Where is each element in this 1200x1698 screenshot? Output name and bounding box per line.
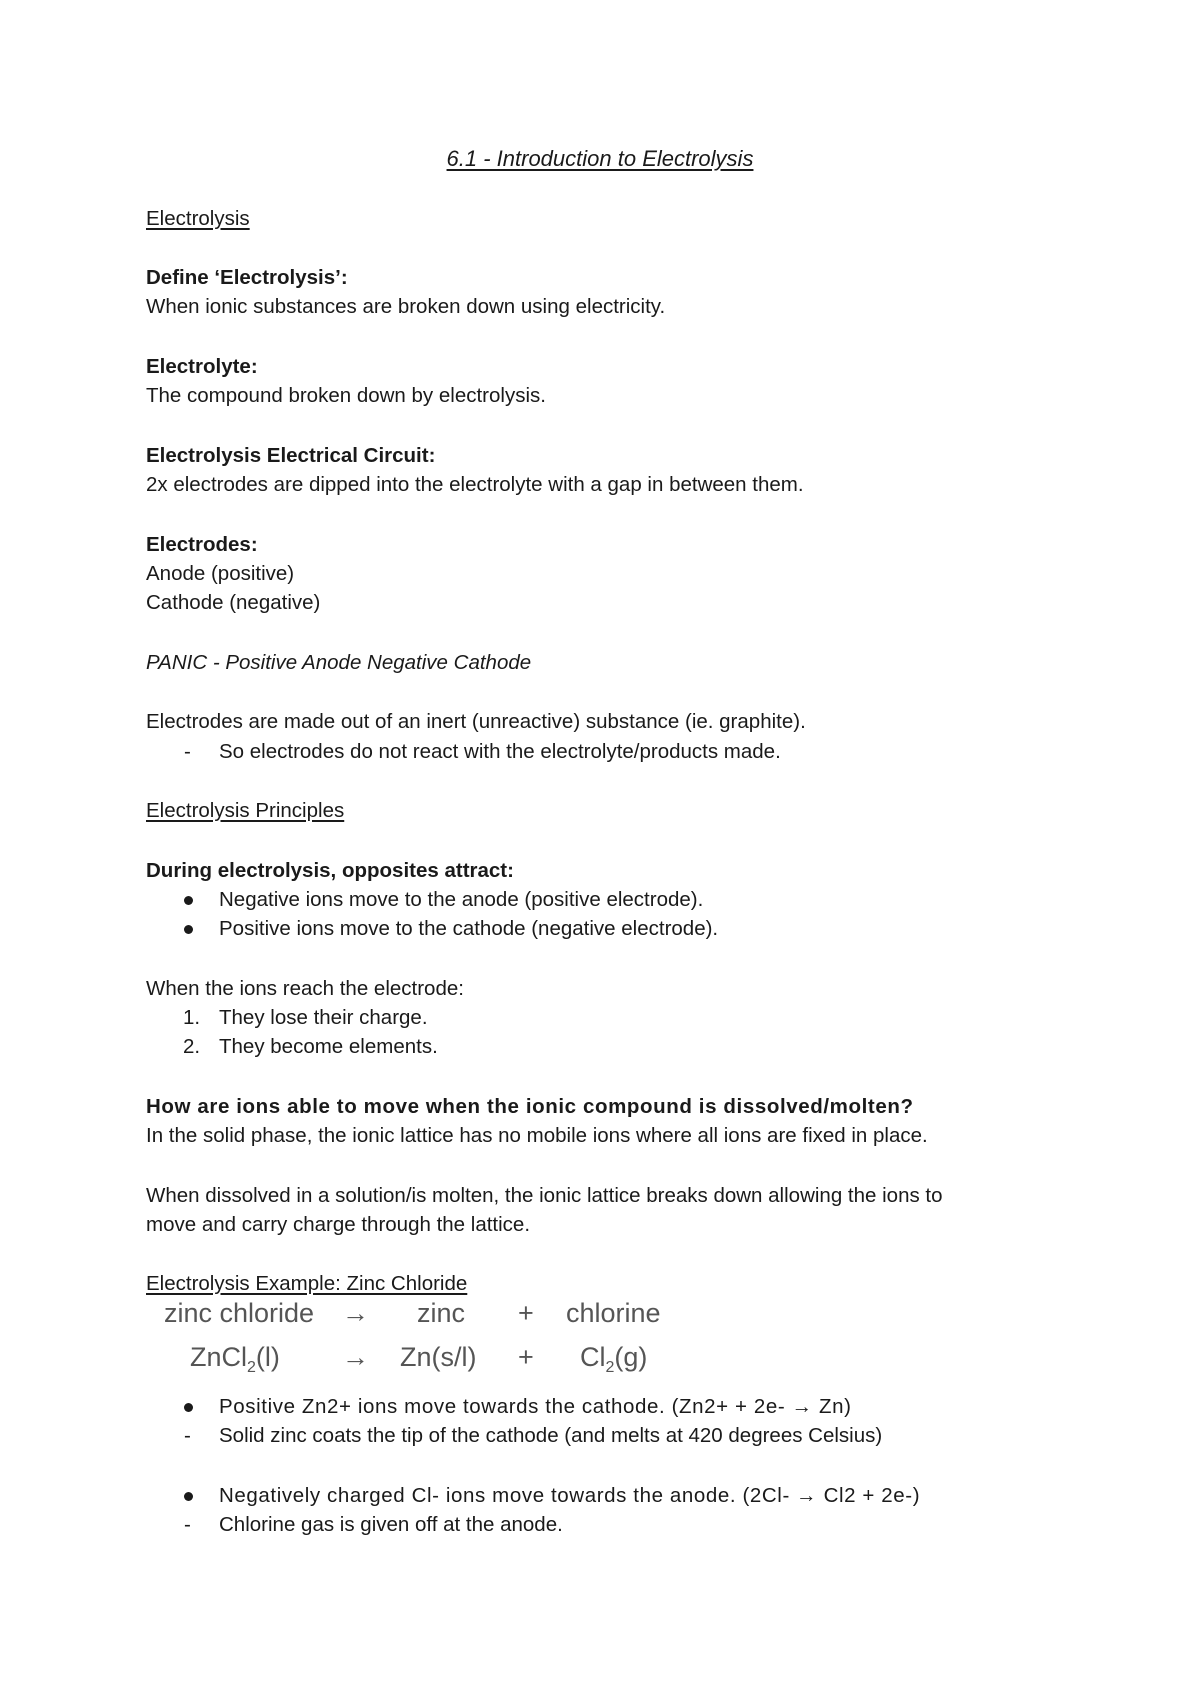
- dissolved-text-line2: move and carry charge through the lattice.: [146, 1213, 531, 1236]
- opposites-label: During electrolysis, opposites attract:: [146, 859, 514, 882]
- electrolyte-label: Electrolyte:: [146, 355, 258, 378]
- equation-product2-word: chlorine: [566, 1298, 661, 1328]
- electrolyte-text: The compound broken down by electrolysis.: [146, 384, 546, 407]
- define-label: Define ‘Electrolysis’:: [146, 266, 348, 289]
- electrodes-label: Electrodes:: [146, 533, 258, 556]
- reach-text: When the ions reach the electrode:: [146, 977, 464, 1000]
- section-heading-electrolysis: Electrolysis: [146, 207, 250, 230]
- equation-product1-word: zinc: [417, 1298, 466, 1328]
- zinc-bullet: Positive Zn2+ ions move towards the cathode. (Zn2+ + 2e- → Zn): [219, 1395, 852, 1418]
- equation-product1-formula: Zn(s/l): [400, 1342, 477, 1372]
- bullet-dot: [184, 1403, 193, 1412]
- zinc-dash-text: Solid zinc coats the tip of the cathode (and melts at 420 degrees Celsius): [219, 1424, 883, 1447]
- chlorine-bullet: Negatively charged Cl- ions move towards the anode. (2Cl- → Cl2 + 2e-): [219, 1484, 921, 1507]
- equation-plus-sign: +: [518, 1298, 534, 1328]
- cathode-text: Cathode (negative): [146, 591, 321, 614]
- word-equation-image: [160, 1296, 680, 1386]
- circuit-text: 2x electrodes are dipped into the electrolyte with a gap in between them.: [146, 473, 804, 496]
- numbered-item-2: They become elements.: [219, 1035, 438, 1058]
- bullet-dot: [184, 896, 193, 905]
- section-heading-example: Electrolysis Example: Zinc Chloride: [146, 1272, 468, 1295]
- bullet-positive-ions: Positive ions move to the cathode (negative electrode).: [219, 917, 719, 940]
- equation-reactant-word: zinc chloride: [164, 1298, 315, 1328]
- section-heading-principles: Electrolysis Principles: [146, 799, 345, 822]
- inert-dash-text: So electrodes do not react with the electrolyte/products made.: [219, 740, 781, 763]
- move-label: How are ions able to move when the ionic compound is dissolved/molten?: [146, 1095, 914, 1118]
- inert-text: Electrodes are made out of an inert (unreactive) substance (ie. graphite).: [146, 710, 806, 733]
- anode-text: Anode (positive): [146, 562, 295, 585]
- equation-arrow-icon: →: [342, 1298, 369, 1328]
- dash-marker: -: [184, 1424, 191, 1447]
- chlorine-dash-text: Chlorine gas is given off at the anode.: [219, 1513, 563, 1536]
- circuit-label: Electrolysis Electrical Circuit:: [146, 444, 436, 467]
- equation-reactant-formula: ZnCl$_2$(l): [190, 1342, 280, 1376]
- bullet-negative-ions: Negative ions move to the anode (positive electrode).: [219, 888, 704, 911]
- page-title: 6.1 - Introduction to Electrolysis: [446, 146, 754, 171]
- define-text: When ionic substances are broken down using electricity.: [146, 295, 666, 318]
- number-marker-1: 1.: [183, 1006, 201, 1029]
- equation-plus-sign: +: [518, 1342, 534, 1372]
- equation-arrow-icon: →: [342, 1342, 369, 1372]
- bullet-dot: [184, 925, 193, 934]
- panic-mnemonic: PANIC - Positive Anode Negative Cathode: [146, 651, 532, 674]
- solid-text: In the solid phase, the ionic lattice has no mobile ions where all ions are fixed in place.: [146, 1124, 928, 1147]
- bullet-dot: [184, 1492, 193, 1501]
- number-marker-2: 2.: [183, 1035, 201, 1058]
- equation-product2-formula: $Cl_2(g)$: [580, 1342, 648, 1376]
- dash-marker: -: [184, 1513, 191, 1536]
- numbered-item-1: They lose their charge.: [219, 1006, 428, 1029]
- dissolved-text-line1: When dissolved in a solution/is molten, the ionic lattice breaks down allowing the ions to: [146, 1184, 943, 1207]
- dash-marker: -: [184, 740, 191, 763]
